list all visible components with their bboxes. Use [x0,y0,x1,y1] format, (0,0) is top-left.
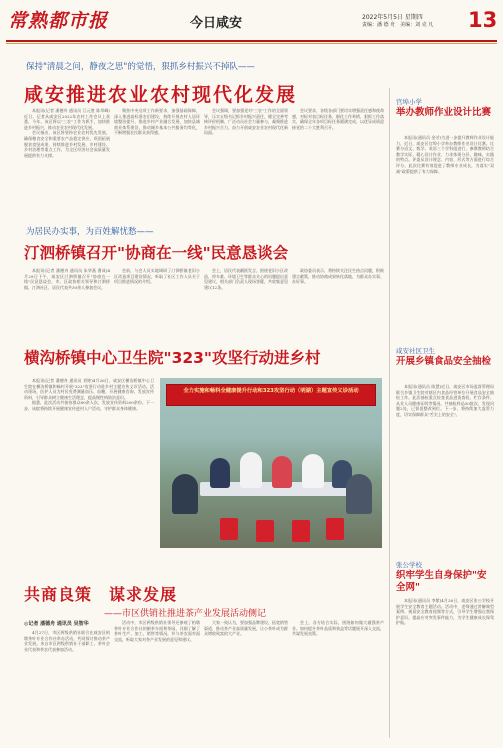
side3-headline-text: 织牢学生自身保护"安全网" [396,570,487,593]
lead-byline: 本报讯(记者 潘德舟 通讯员 江元胜 陈翠峰)近日，记者从咸安区2022年农村工作会议上获悉，今年，该区将以"三农"工作为抓手，加快推进乡村振兴，推动农业农村现代化发展。 [24,108,110,130]
lead-headline: 咸安推进农业农村现代化发展 [24,84,298,106]
side1-body [396,135,494,335]
side2-para: 本报讯(通讯员 陈慧)近日，咸安区市场监督管理局联合乡镇卫生院对辖区内食品经营单位开展食品安全抽检工作。此次抽检重点检查食品进货查验、贮存条件、从业人员健康证明等情况，共抽检样品30批次，发现问题2处，已督促整改到位。下一步，将持续加大监管力度，切实保障群众"舌尖上的安全"。 [396,384,494,417]
masthead-date: 2022年5月5日 星期四 [362,14,423,21]
story2-headline: 汀泗桥镇召开"协商在一线"民意恳谈会 [24,244,289,262]
story3-para-2: 据悉，此次活动共接待群众80余人次，发放宣传资料200余份。下一步，该院将持续开展健康宣传进村入户活动，守护群众身体健康。 [24,400,154,411]
masthead-editor: 责编：潘 德 舟 美编：刘 克 凡 [362,22,434,28]
side3-headline [396,570,492,594]
lead-para-4: 会议要求，各级各部门要切实增强责任感和使命感，对标对表目标任务，细化工作举措，狠抓工作落实，确保全年各项目标任务圆满完成，以优异成绩迎接党的二十大胜利召开。 [292,108,384,130]
side3-para: 本报讯(通讯员 李紫)4月28日，咸安区张公学校开展学生安全教育主题活动。活动中，老师通过讲解典型案例、观看安全教育视频等方式，引导学生增强自我保护意识，提高应对突发事件能力，为学生健康成长保驾护航。 [396,598,494,626]
photo-person [346,474,372,514]
story2-para-4: 政协委员表示，将持续关注民生热点问题，积极建言献策，推动协商成果转化落地，为群众办实事、办好事。 [292,268,384,285]
lead-para-3: 会议强调，要加强党对"三农"工作的全面领导，压实五级书记抓乡村振兴责任，健全完善考核评价机制，广泛动员社会力量参与，凝聚推进乡村振兴合力，奋力开创咸安农业农村现代化新局面。 [204,108,288,136]
photo-person [210,458,230,488]
story2-column-1 [24,268,110,330]
photo-person [272,456,292,488]
page-number: 13 [468,8,498,32]
lead-column-1 [24,108,110,208]
story2-para-1: 本报讯(记者 潘德舟 通讯员 朱华燕 曹成)4月29日下午，咸安区汀泗桥镇召开"协商在一线"民意恳谈会，市、区政协相关领导和汀泗桥镇、汀泗社区、居民代表共30余人参加会议。 [24,268,110,290]
story4-column-4 [292,620,384,740]
photo-stool [326,518,344,540]
photo-stool [292,520,310,542]
photo-person [172,474,198,514]
photo-stool [256,520,274,542]
photo-person [302,454,324,488]
lead-para-2: 聚焦中央这项工作新要求，加强基础保障，深入推进高标准农田建设，持续开展农村人居环境整治提升，推进乡村产业融合发展，加快县域商业体系建设，推动城乡基本公共服务均等化，不断增强农民群众获得感。 [114,108,200,136]
story2-para-3: 会上，居民代表踊跃发言，围绕老旧小区改造、停车难、环境卫生等群众关心的问题提出意见建议，相关部门负责人现场答疑，共收集意见建议12条。 [204,268,288,290]
story4-para-2: 活动中，市区两级供销社领导还参观了柏墩茶叶专业合作社的制茶车间和茶园，详细了解了茶叶生产、加工、销售等情况，并与茶农面对面交流，听取大家对茶产业发展的意见和建议。 [114,620,200,642]
masthead-section: 今日咸安 [190,16,243,31]
side3-kicker: 张公学校 [396,561,422,569]
story4-subkicker: ——市区供销社推进茶产业发展活动侧记 [104,609,267,619]
story4-para-1: 4月27日，市区两级供销社联合在咸安区柏墩茶叶专业合作社举办活动，共同探讨推动茶产业发展。来自市区两级供销社干部职工、茶叶企业代表和茶农代表参加活动。 [24,630,110,652]
photo-banner-text: 全力实施和畅科全健康提升行动和323攻坚行动（明湖）主题宣传义诊活动 [183,388,359,394]
side2-headline-text: 开展乡镇食品安全抽检 [396,356,492,367]
story3-photo [160,378,382,548]
masthead-rule [6,40,497,42]
side1-para: 本报讯(通讯员 金芳)为进一步提升教师作业设计能力，近日，咸安区官埠小学举办教师作业设计比赛。比赛分语文、数学、英语三个学科组进行，参赛教师结合教学实际，精心设计作业，力求体现分层、趣味、实践的特点。评委从设计理念、内容、形式等方面进行综合评分。此次比赛有效促进了教师专业成长，为落实"双减"政策提供了有力保障。 [396,135,494,174]
story4-para-4: 会上，各方结合实际，围绕如何做大做强茶产业、如何提升茶叶品质和效益等话题展开深入交流，共谋发展良策。 [292,620,384,637]
lead-column-3 [204,108,288,208]
masthead-logo: 常熟都市报 [8,10,109,32]
story4-kicker: 共商良策 谋求发展 [24,585,178,604]
lead-column-4 [292,108,384,208]
masthead-gold-rule [6,43,497,44]
story4-column-3 [204,620,288,740]
lead-kicker: 保持"清晨之问，静夜之思"的觉悟，狠抓乡村振兴不掉队—— [26,62,255,72]
story4-column-2 [114,620,200,740]
masthead [0,0,503,46]
side2-kicker: 咸安社区卫生 [396,347,435,355]
photo-person [240,452,262,488]
side1-headline-text: 举办教师作业设计比赛 [396,107,492,118]
photo-stool [220,518,238,540]
story2-para-2: 会前，与会人员实地调研了汀泗桥镇老旧小区改造项目建设情况，听取了社区工作人员关于项目推进情况的介绍。 [114,268,200,285]
sidebar-divider [389,88,390,738]
story2-kicker: 为居民办实事，为百姓解忧愁—— [26,227,154,237]
story2-column-3 [204,268,288,330]
lead-para-1: 会议指出，该区将坚持农业农村优先发展，确保粮食安全和重要农产品稳定供应，巩固拓展脱贫攻坚成果，持续推进乡村发展、乡村建设、乡村治理等重点工作，为全区经济社会高质量发展提供有力支撑。 [24,130,110,158]
photo-banner [166,384,376,406]
story2-column-2 [114,268,200,330]
side1-kicker: 官埠小学 [396,98,422,106]
side2-headline [396,356,492,368]
story4-column-1 [24,630,110,740]
lead-column-2 [114,108,200,208]
story2-column-4 [292,268,384,330]
story4-para-3: 大家一致认为，要加强品牌建设，拓宽销售渠道，推动茶产业高质量发展，让小茶叶成为群众增收致富的大产业。 [204,620,288,637]
side2-body [396,384,494,554]
story3-column-1 [24,378,154,548]
side1-headline [396,107,492,119]
story4-byline: ◎记者 潘德舟 通讯员 吴智华 [24,621,89,627]
story3-headline: 横沟桥镇中心卫生院"323"攻坚行动进乡村 [24,349,321,367]
story3-para-1: 本报讯(记者 潘德舟 通讯员 刘婷)4月26日，咸安区横沟桥镇中心卫生院在横沟桥镇和畅村开展"323"攻坚行动进乡村主题宣传义诊活动。活动现场，医护人员为村民免费测量血压、血糖，开展健康咨询，发放宣传资料，引导群众树立健康生活理念，提高慢性病防治意识。 [24,378,154,400]
side3-body [396,598,494,740]
